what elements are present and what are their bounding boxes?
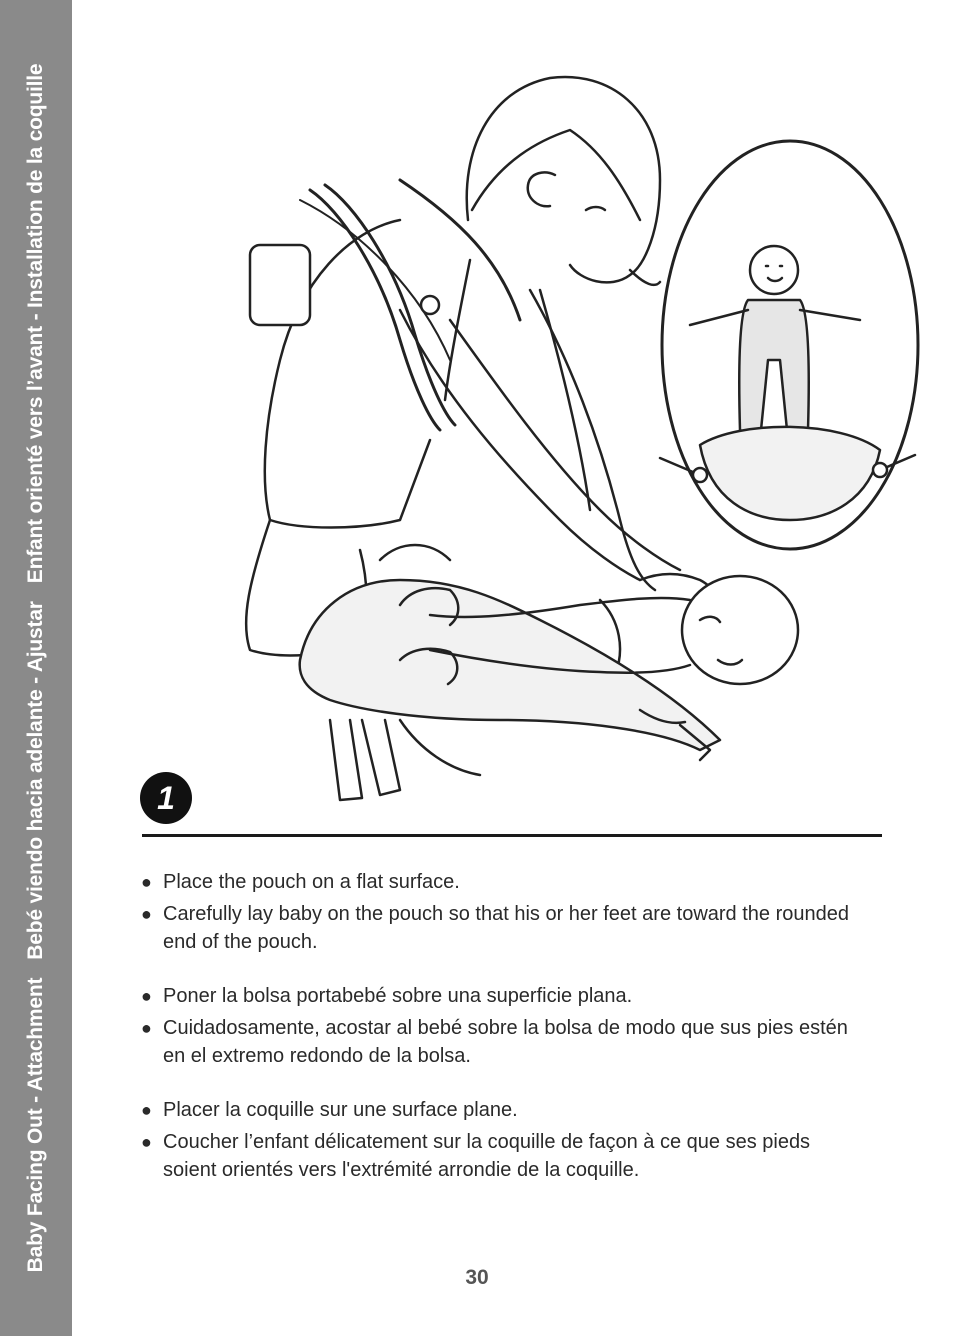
instruction-text: Placer la coquille sur une surface plane. xyxy=(163,1099,518,1121)
section-divider xyxy=(142,834,882,837)
bullet-icon: ● xyxy=(141,1100,152,1120)
bullet-icon: ● xyxy=(141,1018,152,1038)
instruction-item xyxy=(138,868,868,896)
instructions-en xyxy=(138,868,868,956)
side-band xyxy=(0,0,72,1336)
page-number: 30 xyxy=(465,1266,489,1289)
instruction-text: Poner la bolsa portabebé sobre una superficie plana. xyxy=(163,985,633,1007)
instruction-text: Carefully lay baby on the pouch so that his or her feet are toward the rounded end of the pouch. xyxy=(163,903,849,953)
instruction-item xyxy=(138,1014,868,1070)
bullet-icon: ● xyxy=(141,986,152,1006)
side-title-fr: Enfant orienté vers l’avant - Installation de la coquille xyxy=(24,63,47,584)
instructions-es xyxy=(138,982,868,1070)
instruction-text: Coucher l’enfant délicatement sur la coquille de façon à ce que ses pieds soient orientés vers l'extrémité arrondie de la coquille. xyxy=(163,1131,811,1181)
instruction-item xyxy=(138,900,868,956)
carrier-illustration xyxy=(100,60,930,840)
bullet-icon: ● xyxy=(141,904,152,924)
instruction-item xyxy=(138,1128,868,1184)
bullet-icon: ● xyxy=(141,872,152,892)
instruction-item xyxy=(138,982,868,1010)
instructions-fr xyxy=(138,1096,868,1184)
side-title-es: Bebé viendo hacia adelante - Ajustar xyxy=(24,601,47,960)
instruction-item xyxy=(138,1096,868,1124)
side-title-en: Baby Facing Out - Attachment xyxy=(24,977,47,1273)
inset-illustration xyxy=(660,141,918,549)
step-number-badge xyxy=(140,772,192,824)
instruction-text: Cuidadosamente, acostar al bebé sobre la bolsa de modo que sus pies estén en el extremo redondo de la bolsa. xyxy=(163,1017,848,1067)
instructions xyxy=(138,868,868,1210)
instruction-text: Place the pouch on a flat surface. xyxy=(163,871,460,893)
step-number: 1 xyxy=(157,779,175,816)
bullet-icon: ● xyxy=(141,1132,152,1152)
side-title xyxy=(24,64,48,1273)
